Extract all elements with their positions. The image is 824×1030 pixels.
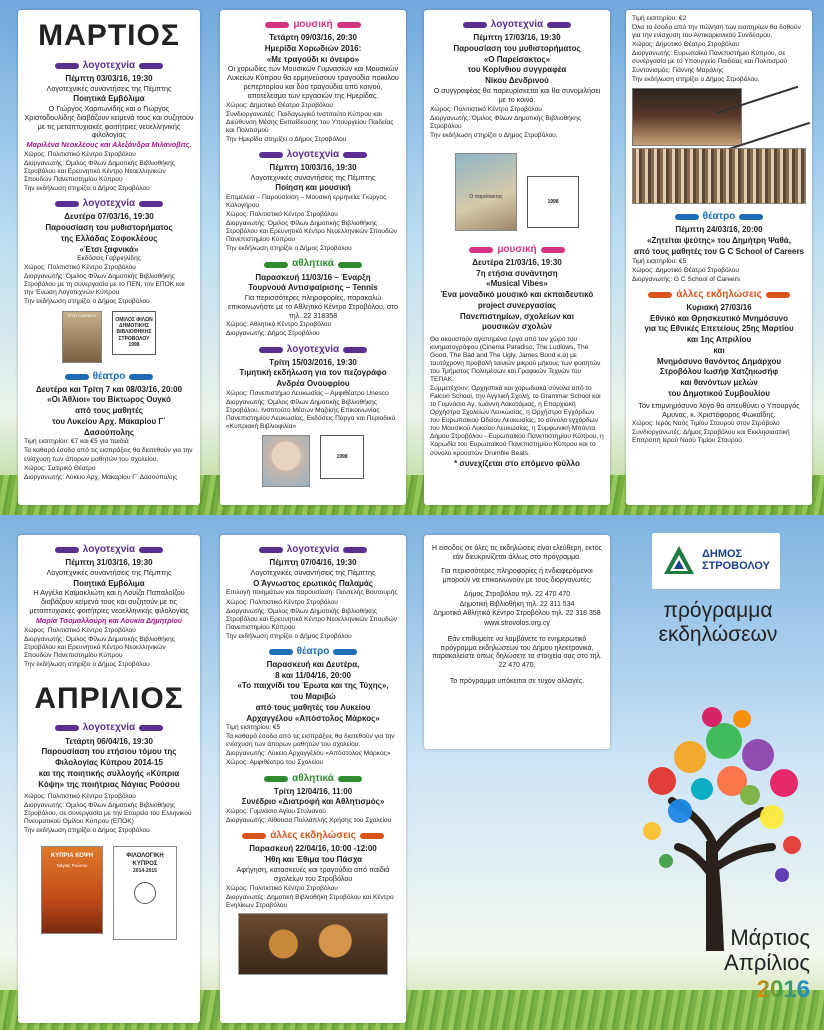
event-description: Θα ακουστούν αγαπημένα έργα από τον χώρο του κινηματογράφου (Cinema Paradiso, The Ludlows, The Good, The Bad and The Ugly, James Bond κ.α) με ταυτόχρονη προβολή ταινιών μικρού μήκους των φοιτητών του Τμήματος Πολυμέσων και Γραφικών Τεχνών του ΤΕΠΑΚ. xyxy=(430,336,601,384)
event-title: Πανεπιστημίων, σχολείων και xyxy=(460,311,574,321)
images-row xyxy=(24,843,194,943)
info-contact-intro: Για περισσότερες πληροφορίες ή ενδιαφερόμενοι μπορούν να επικοινωνούν με τους διοργανωτές: xyxy=(441,568,593,584)
event-place: Χώρος: Πολιτιστικό Κέντρο Στροβόλου xyxy=(226,211,338,219)
ornament-icon xyxy=(55,63,79,69)
category-other-events xyxy=(226,830,400,842)
event-title: Παρουσίαση του μυθιστορήματος xyxy=(453,43,581,53)
ornament-icon xyxy=(259,547,283,553)
ornament-icon xyxy=(139,725,163,731)
category-literature xyxy=(226,544,400,556)
ornament-icon xyxy=(338,776,362,782)
cover-year: 2016 xyxy=(724,976,810,1004)
category-literature xyxy=(24,544,194,556)
event-place: Χώρος: Πολιτιστικό Κέντρο Στροβόλου xyxy=(226,598,338,606)
category-label: λογοτεχνία xyxy=(286,148,340,160)
category-label: λογοτεχνία xyxy=(82,722,136,734)
book-cover-years: 2014-2015 xyxy=(133,868,157,875)
event-subtitle: Λογοτεχνικές συναντήσεις της Πέμπτης xyxy=(250,567,376,577)
event-place: Χώρος: Πανεπιστήμιο Λευκωσίας – Αμφιθέατρο Unesco xyxy=(226,389,389,397)
april-spread xyxy=(0,515,824,1030)
ornament-icon xyxy=(55,201,79,207)
event-title: Παρασκευή 11/03/16 – Έναρξη xyxy=(255,272,371,282)
event-organizer: Διοργανωτής: Όμιλος Φίλων Δημοτικής Βιβλιοθήκης Στροβόλου και Ερευνητικό Κέντρο Νεοελληνικών Σπουδών Πανεπιστημίου Κύπρου xyxy=(226,607,398,631)
event-support: Την Ημερίδα στηρίζει ο Δήμος Στροβόλου xyxy=(226,135,347,143)
logo-year: 1998 xyxy=(128,341,140,348)
event-title: «Musical Vibes» xyxy=(486,279,548,289)
event-date: Τρίτη 12/04/16, 11:00 xyxy=(273,786,353,796)
ornament-icon xyxy=(675,214,699,220)
event-title: Νίκου Δενδρινού xyxy=(485,76,549,86)
logo-text: ΣΤΡΟΒΟΛΟΥ xyxy=(701,560,771,572)
category-label: μουσική xyxy=(293,19,333,30)
event-title: του Μαριβώ xyxy=(290,692,336,702)
event-title: «Έτσι ξαφνικά» xyxy=(79,244,139,254)
event-organizer: Διοργανωτής: Όμιλος Φίλων Δημοτικής Βιβλιοθήκης Στροβόλου και Ερευνητικό Κέντρο Νεοελληνικών Σπουδών Πανεπιστημίου Κύπρου xyxy=(24,160,175,184)
cover-month: Απρίλιος xyxy=(724,950,810,976)
march-column-1 xyxy=(18,10,200,505)
category-label: άλλες εκδηλώσεις xyxy=(270,830,356,842)
event-place: Χώρος: Αθλητικό Κέντρο Στροβόλου xyxy=(226,321,332,329)
ornament-icon xyxy=(547,22,571,28)
event-place: Χώρος: Πολιτιστικό Κέντρο Στροβόλου xyxy=(226,884,338,892)
event-title: Ποιητικά Εμβόλιμα xyxy=(73,578,145,588)
continued-note: * συνεχίζεται στο επόμενο φύλλο xyxy=(454,458,580,468)
event-title: «Το παιχνίδι του Έρωτα και της Τύχης», xyxy=(237,681,389,691)
event-title: της Ελλάδας Σοφοκλέους xyxy=(60,233,158,243)
event-place: Χώρος: Πολιτιστικό Κέντρο Στροβόλου xyxy=(430,105,542,113)
event-title: του Λυκείου Αρχ. Μακαρίου Γ΄ xyxy=(52,416,166,426)
event-subtitle: Λογοτεχνικές συναντήσεις της Πέμπτης xyxy=(250,172,376,182)
event-title: Ποίηση και μουσική xyxy=(275,183,351,193)
event-title: Στροβόλου Ιωσήφ Χατζηιωσήφ xyxy=(659,367,779,377)
event-title: project συνεργασίας xyxy=(477,300,557,310)
event-organizer: Διοργανωτής: Όμιλος Φίλων Δημοτικής Βιβλιοθήκης Στροβόλου και Ερευνητικό Κέντρο Νεοελληνικών Σπουδών Πανεπιστημίου Κύπρου xyxy=(226,220,398,244)
march-column-4 xyxy=(626,10,812,505)
ornament-icon xyxy=(259,347,283,353)
event-description: Επιλογή ποιημάτων και παρουσίαση: Παντελής Βουτουρής xyxy=(226,589,398,597)
category-label: αθλητικά xyxy=(292,258,334,270)
april-column-1 xyxy=(18,535,200,1023)
event-title: για τις Εθνικές Επετείους 25ης Μαρτίου xyxy=(644,324,794,334)
logo-text: ΔΗΜΟΣ xyxy=(701,548,743,561)
logo-text: ΣΤΡΟΒΟΛΟΥ xyxy=(118,335,150,342)
ornament-icon xyxy=(129,374,153,380)
triangle-logo-icon xyxy=(662,544,696,578)
ornament-icon xyxy=(55,725,79,731)
event-description: Οι χορωδίες των Μουσικών Γυμνασίων και Μουσικών Λυκείων Κύπρου θα ερμηνεύσουν τραγούδια ποικίλου ρεπερτορίου και δύο τραγούδια από κοινού, αποτέλεσμα των εργασιών της Ημερίδας. xyxy=(227,64,399,100)
month-title-march: ΜΑΡΤΙΟΣ xyxy=(38,19,180,52)
event-note: Τα καθαρά έσοδα από τις εισπράξεις θα διατεθούν για την ενίσχυση των άπορων μαθητών του σχολείου. xyxy=(226,733,395,749)
ornament-icon xyxy=(337,22,361,28)
event-title: και θανόντων μελών xyxy=(680,378,758,388)
category-theatre xyxy=(632,211,806,223)
event-title: Παρουσίαση του μυθιστορήματος xyxy=(45,223,173,233)
municipality-logo xyxy=(652,533,780,589)
cover-panel xyxy=(612,525,824,1020)
event-date: Τετάρτη 09/03/16, 20:30 xyxy=(269,33,357,43)
event-organizer: Διοργανωτής: Όμιλος Φίλων Δημοτικής Βιβλιοθήκης Στροβόλου, σε συνεργασία με την Εταιρεία του Ελληνικού Πνευματικού Ομίλου Κύπρου (ΕΠΟΚ) xyxy=(24,802,192,826)
event-price: Τιμή εισιτηρίου: €5 xyxy=(226,724,281,732)
event-support: Την εκδήλωση στηρίζει ο Δήμος Στροβόλου xyxy=(226,245,352,253)
event-title: από τους μαθητές του G C School of Careers xyxy=(633,246,805,256)
event-title: Εθνικό και Θρησκευτικό Μνημόσυνο xyxy=(650,313,788,323)
event-support: Την εκδήλωση στηρίζει ο Δήμος Στροβόλου. xyxy=(632,76,760,84)
event-date: Πέμπτη 07/04/16, 19:30 xyxy=(269,558,357,568)
seal-icon xyxy=(134,882,156,904)
event-organizer: Συνδιοργανωτές: Παιδαγωγικό Ινστιτούτο Κύπρου και Διεύθυνση Μέσης Εκπαίδευσης του Υπουργείου Παιδείας και Πολιτισμού xyxy=(226,110,394,134)
event-organizer: Διοργανωτής: Όμιλος Φίλων Δημοτικής Βιβλιοθήκης Στροβόλου xyxy=(430,114,581,130)
category-theatre xyxy=(24,371,194,383)
ornament-icon xyxy=(259,152,283,158)
contact-sports-center: Δημοτικό Αθλητικό Κέντρο Στροβόλου τηλ. 22 318 358 xyxy=(433,610,601,618)
library-club-logo xyxy=(112,311,156,355)
category-label: άλλες εκδηλώσεις xyxy=(676,288,762,300)
event-place: Χώρος: Πολιτιστικό Κέντρο Στροβόλου xyxy=(24,264,136,272)
colorful-tree-icon xyxy=(632,661,812,951)
event-support: Την εκδήλωση στηρίζει ο Δήμος Στροβόλου xyxy=(226,632,352,640)
cover-months xyxy=(724,925,810,1003)
program-title-line: εκδηλώσεων xyxy=(658,623,778,647)
event-organizer: Διοργανωτές: Δημοτική Βιβλιοθήκη Στροβόλου και Κέντρο Ενηλίκων Στροβόλου xyxy=(226,893,394,909)
event-description: Για περισσότερες πληροφορίες, παρακαλώ επικοινωνήστε με το Αθλητικό Κέντρο Στροβόλου, στο τηλ. 22 318358 xyxy=(227,293,399,320)
event-place: Χώρος: Σατιρικό Θέατρο xyxy=(24,464,96,472)
event-title: Ημερίδα Χορωδιών 2016: xyxy=(264,43,362,53)
concert-photo-collage xyxy=(632,88,806,206)
event-organizer: Διοργανωτής: Λύκειο Αρχ. Μακαρίου Γ΄ Δασούπολης xyxy=(24,473,178,481)
event-organizer: Διοργανωτής: Όμιλος Φίλων Δημοτικής Βιβλιοθήκης Στροβόλου και Ερευνητικό Κέντρο Νεοελληνικών Σπουδών Πανεπιστημίου Κύπρου xyxy=(24,635,175,659)
ornament-icon xyxy=(469,247,493,253)
ornament-icon xyxy=(343,547,367,553)
event-title: Ένα μοναδικό μουσικό και εκπαιδευτικό xyxy=(440,290,594,300)
event-title: Συνέδριο «Διατροφή και Αθλητισμός» xyxy=(241,797,385,807)
event-support: Την εκδήλωση στηρίζει ο Δήμος Στροβόλου. xyxy=(430,131,558,139)
category-label: θέατρο xyxy=(92,370,126,382)
ornament-icon xyxy=(265,22,289,28)
event-title: Αρχαγγέλου «Απόστολος Μάρκος» xyxy=(246,713,380,723)
event-date: Πέμπτη 17/03/16, 19:30 xyxy=(473,33,561,43)
category-label: λογοτεχνία xyxy=(490,19,544,30)
category-athletics xyxy=(226,258,400,270)
event-price: Τιμή εισιτηρίου: €5 xyxy=(632,257,687,265)
event-date: Πέμπτη 31/03/16, 19:30 xyxy=(65,558,153,568)
march-column-3 xyxy=(424,10,610,505)
ornament-icon xyxy=(360,833,384,839)
event-support: Την εκδήλωση στηρίζει ο Δήμος Στροβόλου xyxy=(24,660,150,668)
event-place: Χώρος: Ιερός Ναός Τιμίου Σταυρού στον Στρόβολο xyxy=(632,420,780,428)
event-title: Τιμητική εκδήλωση για τον πεζογράφο xyxy=(239,368,387,378)
ornament-icon xyxy=(343,347,367,353)
event-date: Πέμπτη 24/03/16, 20:00 xyxy=(675,225,763,235)
contact-library: Δημοτική Βιβλιοθήκη τηλ. 22 311 534 xyxy=(459,600,575,608)
event-title: «Ζητείται ψεύτης» του Δημήτρη Ψαθά, xyxy=(647,236,791,246)
category-music xyxy=(226,19,400,31)
event-organizer: Διοργανωτής: Ευρωπαϊκό Πανεπιστήμιο Κύπρου, σε συνεργασία με το Υπουργείο Παιδείας και Πολιτισμού xyxy=(632,50,788,66)
event-description-names: Μαρία Τσομαλλούρη και Λουκία Δημητρίου xyxy=(35,615,183,625)
library-club-logo xyxy=(320,435,364,479)
book-cover-title: ΚΥΠΡΙΑ ΚΟΨΗ xyxy=(50,853,94,860)
logo-year: 1998 xyxy=(336,454,348,461)
book-cover-title: Ο παρείσακτος xyxy=(469,193,503,200)
ornament-icon xyxy=(343,152,367,158)
event-date: Δευτέρα και Τρίτη 7 και 08/03/16, 20:00 xyxy=(35,384,183,394)
ornament-icon xyxy=(264,262,288,268)
orchestra-photo xyxy=(632,148,806,204)
event-support: Την εκδήλωση στηρίζει ο Δήμος Στροβόλου xyxy=(24,827,150,835)
event-date: Παρασκευή 22/04/16, 10:00 -12:00 xyxy=(249,844,377,854)
event-note: Τα καθαρά έσοδα από τις εισπράξεις θα διατεθούν για την ενίσχυση των άπορων μαθητών του σχολείου. xyxy=(24,447,193,463)
portrait-photo xyxy=(262,435,310,487)
event-title: Ο Άγνωστος ερωτικός Παλαμάς xyxy=(253,578,373,588)
ornament-icon xyxy=(264,776,288,782)
event-date: Πέμπτη 10/03/16, 19:30 xyxy=(269,162,357,172)
images-row xyxy=(226,432,400,490)
ornament-icon xyxy=(648,292,672,298)
ornament-icon xyxy=(65,374,89,380)
event-publisher: Εκδόσεις Γαβριηλίδης xyxy=(77,255,141,263)
event-title: από τους μαθητές xyxy=(75,406,143,416)
event-place: Χώρος: Πολιτιστικό Κέντρο Στροβόλου xyxy=(24,150,136,158)
program-title xyxy=(612,599,824,647)
category-literature xyxy=(24,198,194,210)
event-organizer: Διοργανωτής: Λύκειο Αρχαγγέλου «Απόστολος Μάρκος» xyxy=(226,750,391,758)
event-title: Μνημόσυνο θανόντος Δημάρχου xyxy=(656,356,782,366)
event-title: Δασούπολης xyxy=(84,427,134,437)
event-title: Ποιητικά Εμβόλιμα xyxy=(73,94,145,104)
event-title: Κόψη» της ποιήτριας Νάγιας Ρούσου xyxy=(38,779,180,789)
event-place: Χώρος: Δημοτικό Θέατρο Στροβόλου xyxy=(632,266,739,274)
book-cover-image xyxy=(62,311,102,363)
event-title: «Με τραγούδι κι όνειρο» xyxy=(266,54,360,64)
event-support: Την εκδήλωση στηρίζει ο Δήμος Στροβόλου xyxy=(24,298,150,306)
event-date: Κυριακή 27/03/16 xyxy=(686,302,752,312)
category-label: λογοτεχνία xyxy=(286,343,340,355)
ornament-icon xyxy=(541,247,565,253)
event-date: Τρίτη 15/03/2016, 19:30 xyxy=(269,357,357,367)
event-date: Τετάρτη 06/04/16, 19:30 xyxy=(65,736,153,746)
month-title-april: ΑΠΡΙΛΙΟΣ xyxy=(34,681,184,715)
ornament-icon xyxy=(269,649,293,655)
category-literature xyxy=(24,60,194,72)
category-athletics xyxy=(226,773,400,785)
ornament-icon xyxy=(739,214,763,220)
event-description: Αφήγηση, κατασκευές και τραγούδια από παιδιά σχολείων του Στροβόλου xyxy=(236,864,390,883)
event-organizer: Διοργανωτής: Όμιλος Φίλων Δημοτικής Βιβλιοθήκης Στροβόλου, Ινστιτούτο Μέσων Μαζικής Επικοινωνίας Πανεπιστημίου Λευκωσίας, Εκδόσεις Πάργα και Περιοδικό «Κυπριακή Βιβλιοφιλία» xyxy=(226,398,396,431)
info-newsletter: Εάν επιθυμείτε να λαμβάνετε το ενημερωτικό πρόγραμμα εκδηλώσεων του Δήμου ηλεκτρονικά, παρακαλείστε όπως δηλώσετε τα στοιχεία σας στο τηλ. 22 470 470. xyxy=(432,636,602,669)
category-literature xyxy=(24,722,194,734)
event-organizer: Διοργανωτής: Αίθουσα Πολλαπλής Χρήσης του Σχολείου xyxy=(226,817,392,825)
event-organizer: Συνδιοργανωτές: Δήμος Στροβόλου και Εκκλησιαστική Επιτροπή Ιερού Ναού Τιμίου Σταυρού xyxy=(632,429,790,445)
event-title: και της ποιητικής συλλογής «Κύπρια xyxy=(38,768,180,778)
category-label: θέατρο xyxy=(296,645,330,657)
event-organizer: Διοργανωτής: Δήμος Στροβόλου xyxy=(226,330,320,338)
category-label: λογοτεχνία xyxy=(82,544,136,555)
event-description-names: Μαριλένα Νεοκλέους και Αλεξάνδρα Μιλάνοβιτς. xyxy=(26,140,192,150)
logo-text: ΟΜΙΛΟΣ ΦΙΛΩΝ xyxy=(115,317,153,324)
category-literature xyxy=(226,149,400,161)
category-other-events xyxy=(632,289,806,301)
event-title: Ανδρέα Ονουφρίου xyxy=(276,379,350,389)
event-description: Ο Γιώργος Χαριτωνίδης και ο Γιώργος Χριστοδουλίδης διαβάζουν κείμενά τους και συζητούν με τις μεταπτυχιακές φοιτήτριες νεοελληνικής φιλολογίας xyxy=(24,104,194,140)
april-column-2 xyxy=(220,535,406,1023)
march-column-2 xyxy=(220,10,406,505)
contact-municipality: Δήμος Στροβόλου τηλ. 22 470 470 xyxy=(463,591,571,599)
event-title: Παρουσίαση του ετήσιου τόμου της xyxy=(41,747,177,757)
logo-year: 1998 xyxy=(547,198,559,205)
event-place: Χώρος: Πολιτιστικό Κέντρο Στροβόλου xyxy=(24,793,136,801)
easter-pastries-photo xyxy=(238,913,388,975)
event-title: και xyxy=(713,345,725,355)
info-changes: Το πρόγραμμα υπόκειται σε τυχόν αλλαγές. xyxy=(449,678,585,686)
ornament-icon xyxy=(333,649,357,655)
event-description: Η Αγγέλα Καϊμακλιώτη και η Λουίζα Παπαλοΐζου διαβάζουν κείμενά τους και συζητούν με τις μεταπτυχιακές φοιτήτριες νεοελληνικής φιλολογίας xyxy=(29,588,189,616)
event-place: Χώρος: Γυμνάσιο Αγίου Στυλιανού xyxy=(226,808,326,816)
event-date: Δευτέρα 21/03/16, 19:30 xyxy=(472,257,562,267)
event-note: Όλα τα έσοδα από την πώληση των εισιτηρίων θα δοθούν για την ενίσχυση του Αντικαρκινικού Συνδέσμου. xyxy=(632,24,801,40)
info-free-entry: Η είσοδος σε όλες τις εκδηλώσεις είναι ελεύθερη, εκτός εάν διευκρινίζεται άλλως στο πρόγραμμα. xyxy=(432,545,602,561)
images-row xyxy=(24,308,194,366)
event-title: και 1ης Απριλίου xyxy=(686,335,752,345)
event-description: Ο συγγραφέας θα παρευρίσκεται και θα συνομιλήσει με το κοινό. xyxy=(433,85,601,104)
ornament-icon xyxy=(242,833,266,839)
category-music xyxy=(430,244,604,256)
event-participants: Συμμετέχουν: Ορχηστικά και χορωδιακά σύνολα από το Falcon School, την Αγγλική Σχολή, το Grammar School και το Γυμνάσιο Αγ. Ιωάννη Λακατάμιας, η Επαρχιακή Ορχήστρα Σχολείων Λευκωσίας, η Ορχήστρα Εγχόρδων του Ευρωπαϊκού Ωδείου Λευκωσίας, το σύνολο εγχόρδων του Μουσικού Λυκείου Λευκωσίας, η Συμφωνική Μπάντα Δήμου Στροβόλου - Ευρωπαϊκού Πανεπιστημίου Κύπρου, η Χορωδία του Ευρωπαϊκού Πανεπιστημίου Κύπρου και το σύνολο κρουστών Drumble Beats. xyxy=(430,385,604,457)
ornament-icon xyxy=(338,262,362,268)
program-title-line: πρόγραμμα xyxy=(663,599,773,622)
event-title: μουσικών σχολών xyxy=(482,322,552,332)
event-title: από τους μαθητές του Λυκείου xyxy=(255,702,371,712)
category-label: λογοτεχνία xyxy=(286,544,340,555)
event-subtitle: Λογοτεχνικές συναντήσεις της Πέμπτης xyxy=(46,83,172,93)
event-place: Χώρος: Δημοτικό Θέατρο Στροβόλου xyxy=(226,101,333,109)
category-theatre xyxy=(226,646,400,658)
info-panel xyxy=(424,535,610,749)
book-cover-author: Νάγιας Ρούσου xyxy=(56,862,88,868)
book-cover-image xyxy=(113,846,177,940)
event-organizer: Διοργανωτής: Όμιλος Φίλων Δημοτικής Βιβλιοθήκης Στροβόλου με τη συνεργασία με το ΠΕΝ, τον ΕΠΟΚ και την Ένωση Λογοτεχνών Κύπρου xyxy=(24,273,185,297)
event-subtitle: Λογοτεχνικές συναντήσεις της Πέμπτης xyxy=(46,567,172,577)
event-date: 8 και 11/04/16, 20:00 xyxy=(275,670,351,680)
event-organizer: Διοργανωτής: G C School of Careers xyxy=(632,275,741,283)
event-date: Πέμπτη 03/03/16, 19:30 xyxy=(65,73,153,83)
event-description: Επιμέλεια – Παρουσίαση – Μουσική ερμηνεία: Γιώργος Καλογήρου xyxy=(226,194,387,210)
event-title: Τουρνουά Αντισφαίρισης – Tennis xyxy=(248,283,378,293)
ornament-icon xyxy=(139,201,163,207)
event-title: του Δημοτικού Συμβουλίου xyxy=(668,388,770,398)
event-title: «Ο Παρείσακτος» xyxy=(483,54,551,64)
event-title: 7η ετήσια συνάντηση xyxy=(476,268,558,278)
event-place: Χώρος: Πολιτιστικό Κέντρο Στροβόλου xyxy=(24,626,136,634)
category-literature xyxy=(226,344,400,356)
logo-text: ΔΗΜΟΤΙΚΗΣ ΒΙΒΛΙΟΘΗΚΗΣ xyxy=(116,323,152,336)
book-cover-title: ΦΙΛΟΛΟΓΙΚΗ ΚΥΠΡΟΣ xyxy=(126,853,164,867)
event-date: Παρασκευή και Δευτέρα, xyxy=(266,659,360,669)
category-label: αθλητικά xyxy=(292,772,334,784)
ornament-icon xyxy=(766,292,790,298)
event-place: Χώρος: Αμφιθέατρο του Σχολείου xyxy=(226,759,324,767)
ornament-icon xyxy=(139,547,163,553)
category-label: θέατρο xyxy=(702,211,736,223)
category-label: λογοτεχνία xyxy=(82,59,136,71)
event-date: Δευτέρα 07/03/16, 19:30 xyxy=(64,212,154,222)
category-literature xyxy=(430,19,604,31)
book-cover-title: ΕΤΣΙ ΞΑΦΝΙΚΑ xyxy=(68,312,96,318)
event-price: Τιμή εισιτηρίου: €2 xyxy=(632,15,687,22)
event-coordinator: Συντονισμός: Γιάννης Μαράλης xyxy=(632,67,724,75)
ornament-icon xyxy=(139,63,163,69)
category-label: λογοτεχνία xyxy=(82,198,136,210)
book-cover-image xyxy=(41,846,103,934)
website-link[interactable]: www.strovolos.org.cy xyxy=(484,619,550,627)
category-label: μουσική xyxy=(497,243,537,255)
library-club-logo xyxy=(527,176,579,228)
event-price: Τιμή εισιτηρίου: €7 και €5 για παιδιά xyxy=(24,438,129,446)
event-support: Την εκδήλωση στηρίζει ο Δήμος Στροβόλου xyxy=(24,185,150,193)
ornament-icon xyxy=(463,22,487,28)
event-title: «Οι Άθλιοι» του Βίκτωρος Ουγκό xyxy=(47,395,171,405)
images-row xyxy=(430,150,604,234)
event-title: του Κορίνθιου συγγραφέα xyxy=(467,65,567,75)
event-title: Φιλολογίας Κύπρου 2014-15 xyxy=(55,758,163,768)
event-place: Χώρος: Δημοτικό Θέατρο Στροβόλου xyxy=(632,41,739,49)
event-description: Τον επιμνημόσυνο λόγο θα απευθύνει ο Υπουργός Άμυνας, κ. Χριστόφορος Φωκαΐδης. xyxy=(638,400,800,419)
cover-month: Μάρτιος xyxy=(730,925,810,950)
book-cover-image xyxy=(455,153,517,231)
event-title: Ήθη και Έθιμα του Πάσχα xyxy=(263,855,363,865)
ornament-icon xyxy=(55,547,79,553)
